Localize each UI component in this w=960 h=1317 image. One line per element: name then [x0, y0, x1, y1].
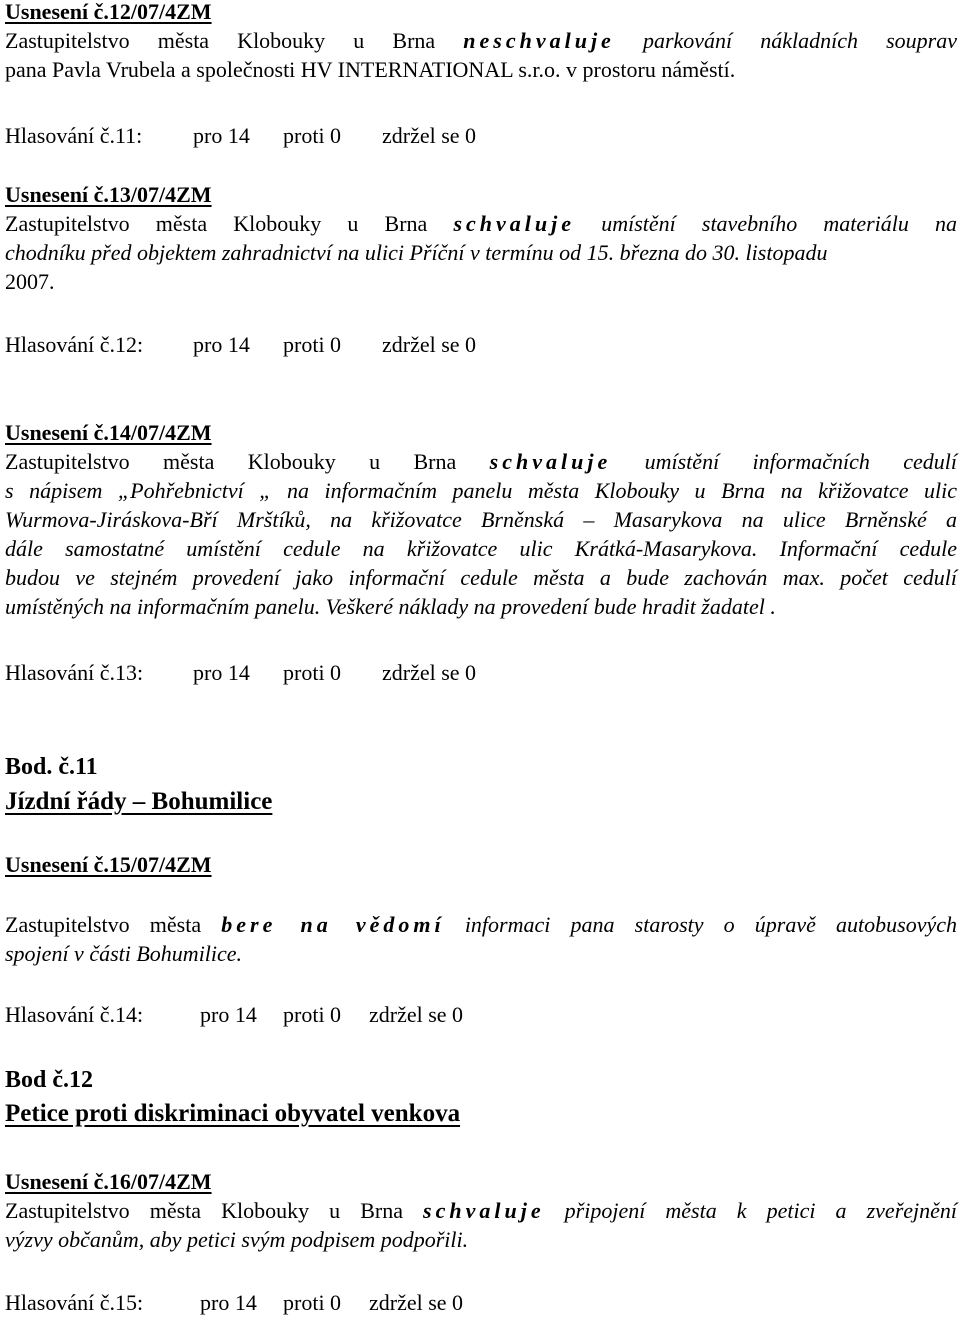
resolution-verb: neschvaluje [463, 28, 615, 53]
agenda-item-label: Bod č.12 [5, 1067, 94, 1093]
resolution-text-line: pana Pavla Vrubela a společnosti HV INTERNATIONAL s.r.o. v prostoru náměstí. [5, 57, 736, 82]
resolution-14 [5, 418, 957, 621]
resolution-12 [5, 0, 957, 84]
resolution-verb: schvaluje [423, 1198, 545, 1223]
resolution-text-line: umístěných na informačním panelu. Veškeré náklady na provedení bude hradit žadatel . [5, 594, 776, 619]
resolution-title: Usnesení č.14/07/4ZM [5, 420, 212, 445]
resolution-verb: bere na vědomí [221, 912, 445, 937]
resolution-text-line: dále samostatné umístění cedule na křižovatce ulic Krátká-Masarykova. Informační cedule [5, 536, 957, 561]
agenda-item-title: Jízdní řády – Bohumilice [5, 788, 273, 815]
document-page: Usnesení č.12/07/4ZM Zastupitelstvo města Klobouky u Brna neschvaluje parkování nákladních souprav pana Pavla Vrubela a společnosti HV INTERNATIONAL s.r.o. v prostoru náměstí. Hlasování č.11: pro 14 proti 0 zdržel se 0 Usnesení č.13/07/4ZM Zastupitelstvo města Klobouky u Brna schvaluje umístění stavebního materiálu na chodníku před objektem zahradnictví na ulici Příční v termínu od 15. března do 30. listopadu 2007. Hlasování č.12: pro 14 proti 0 zdržel se 0 Usnesení č.14/07/4ZM Zastupitelstvo města Klobouky u Brna schvaluje umístění informačních cedulí s nápisem „Pohřebnictví „ na informačním panelu města Klobouky u Brna na křižovatce ulic Wurmova-Jiráskova-Bří Mrštíků, na křižovatce Brněnská – Masarykova na ulice Brněnské a dále samostatné umístění cedule na křižovatce ulic Krátká-Masarykova. Informační cedule budou ve stejném provedení jako informační cedule města a bude zachován max. počet cedulí umístěných na informačním panelu. Veškeré náklady na provedení bude hradit žadatel . Hlasování č.13: pro 14 proti 0 zdržel se 0 Bod. č.11 Jízdní řády – Bohumilice Usnesení č.15/07/4ZM Zastupitelstvo města bere na vědomí informaci pana starosty o úpravě autobusových spojení v části Bohumilice. Hlasování č.14: pro 14 proti 0 zdržel se 0 Bod č.12 Petice proti diskriminaci obyvatel venkova Usnesení č.16/07/4ZM Zastupitelstvo města Klobouky u Brna schvaluje připojení města k petici a zveřejnění výzvy občanům, aby petici svým podpisem podpořili. Hlasování č.15: pro 14 proti 0 zdržel se 0 [0, 0, 960, 1315]
resolution-text-line: Zastupitelstvo města bere na vědomí informaci pana starosty o úpravě autobusových [5, 912, 958, 937]
agenda-item-label: Bod. č.11 [5, 754, 98, 780]
resolution-text-line: Zastupitelstvo města Klobouky u Brna schvaluje připojení města k petici a zveřejnění [5, 1198, 958, 1223]
resolution-13 [5, 180, 957, 296]
resolution-text-line: Zastupitelstvo města Klobouky u Brna schvaluje umístění stavebního materiálu na [5, 211, 958, 236]
resolution-15-title-block [5, 850, 957, 879]
resolution-title: Usnesení č.15/07/4ZM [5, 852, 212, 877]
agenda-item-title: Petice proti diskriminaci obyvatel venkova [5, 1100, 461, 1127]
resolution-title: Usnesení č.16/07/4ZM [5, 1169, 212, 1194]
resolution-text-line: s nápisem „Pohřebnictví „ na informačním panelu města Klobouky u Brna na křižovatce ulic [5, 478, 957, 503]
resolution-text-line: Wurmova-Jiráskova-Bří Mrštíků, na křižovatce Brněnská – Masarykova na ulice Brněnské a [5, 507, 957, 532]
resolution-text-line: 2007. [5, 269, 55, 294]
resolution-title: Usnesení č.12/07/4ZM [5, 0, 212, 24]
resolution-verb: schvaluje [453, 211, 576, 236]
resolution-text-line: Zastupitelstvo města Klobouky u Brna neschvaluje parkování nákladních souprav [5, 28, 957, 53]
resolution-text-line: budou ve stejném provedení jako informační cedule města a bude zachován max. počet cedulí [5, 565, 957, 590]
resolution-text-line: chodníku před objektem zahradnictví na ulici Příční v termínu od 15. března do 30. listopadu [5, 240, 828, 265]
resolution-text-line: spojení v části Bohumilice. [5, 941, 243, 966]
resolution-text-line: Zastupitelstvo města Klobouky u Brna schvaluje umístění informačních cedulí [5, 449, 958, 474]
resolution-text-line: výzvy občanům, aby petici svým podpisem podpořili. [5, 1227, 469, 1252]
resolution-16 [5, 1167, 957, 1254]
resolution-title: Usnesení č.13/07/4ZM [5, 182, 212, 207]
resolution-15 [5, 910, 957, 968]
resolution-verb: schvaluje [489, 449, 612, 474]
